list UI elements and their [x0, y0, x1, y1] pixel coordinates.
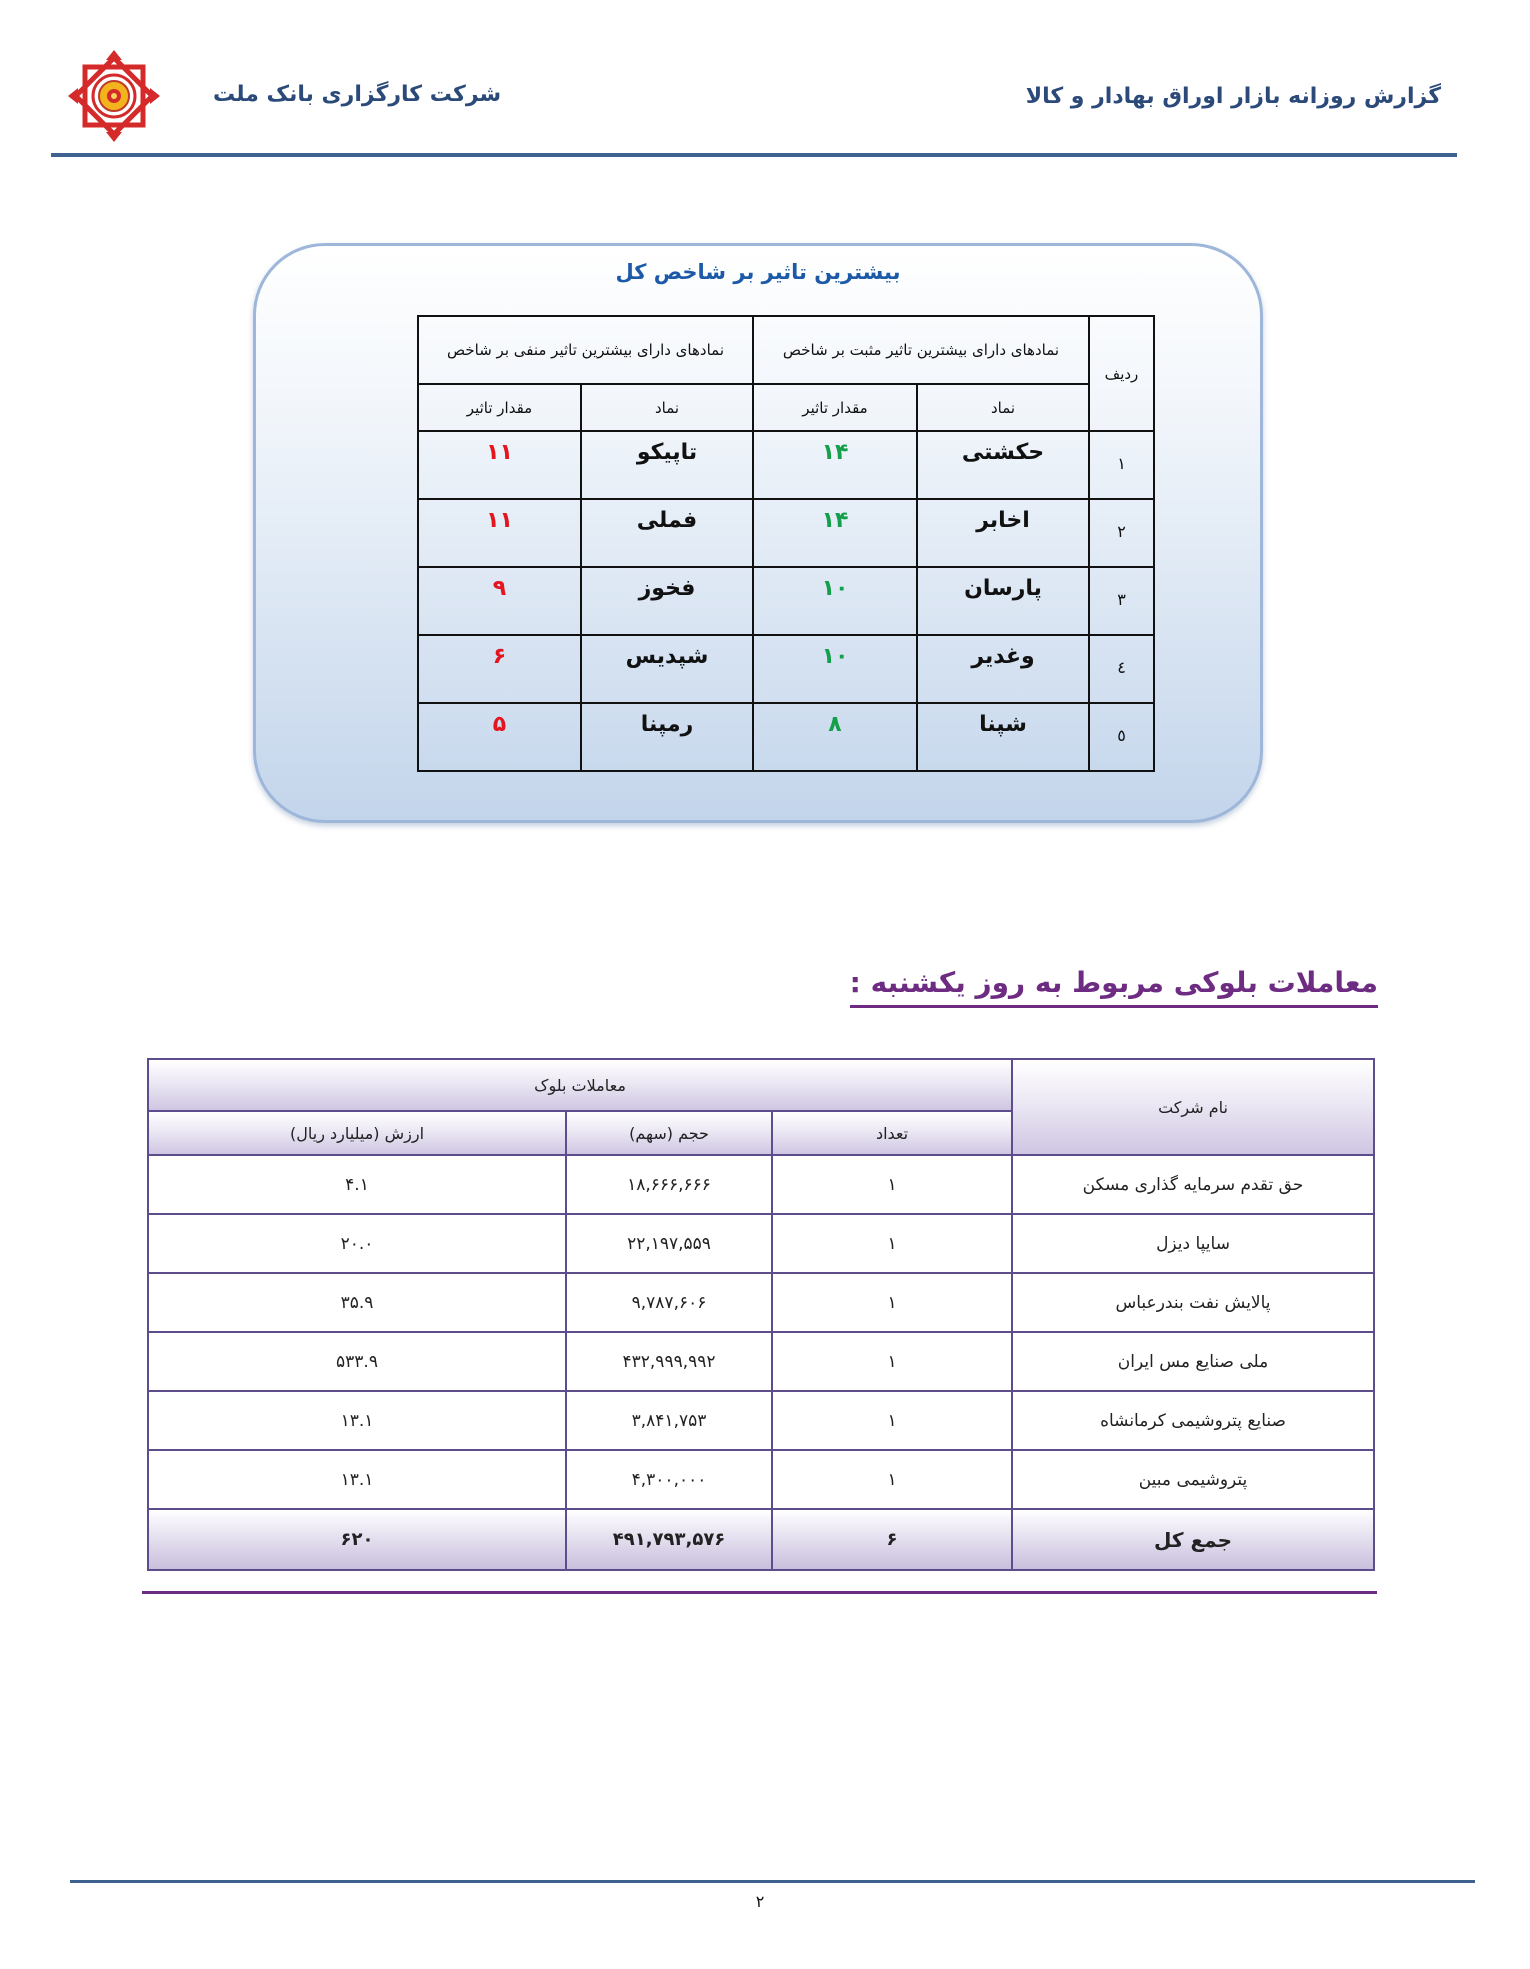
positive-impact-cell: ۱۴ [753, 499, 917, 567]
block-trade-row [148, 1391, 1374, 1450]
row-number-cell: ۲ [1089, 499, 1154, 567]
company-name-cell: سایپا دیزل [1012, 1214, 1374, 1273]
block-trades-table [147, 1058, 1375, 1571]
impact-header-row [418, 316, 1154, 384]
block-trade-row [148, 1273, 1374, 1332]
value-cell: ۴.۱ [148, 1155, 566, 1214]
positive-group-header: نمادهای دارای بیشترین تاثیر مثبت بر شاخص [753, 316, 1089, 384]
value-cell: ۵۳۳.۹ [148, 1332, 566, 1391]
block-trade-row [148, 1332, 1374, 1391]
block-table-divider [142, 1591, 1377, 1594]
block-trade-row [148, 1450, 1374, 1509]
value-cell: ۲۰.۰ [148, 1214, 566, 1273]
volume-cell: ۲۲,۱۹۷,۵۵۹ [566, 1214, 772, 1273]
row-number-cell: ٥ [1089, 703, 1154, 771]
company-name-cell: پتروشیمی مبین [1012, 1450, 1374, 1509]
negative-impact-header: مقدار تاثیر [418, 384, 581, 431]
row-number-cell: ۳ [1089, 567, 1154, 635]
company-name: شرکت کارگزاری بانک ملت [213, 82, 502, 107]
company-name-cell: صنایع پتروشیمی کرمانشاه [1012, 1391, 1374, 1450]
block-trades-group-header: معاملات بلوک [148, 1059, 1012, 1111]
positive-impact-cell: ۸ [753, 703, 917, 771]
company-name-header: نام شرکت [1012, 1059, 1374, 1155]
negative-impact-cell: ۱۱ [418, 499, 581, 567]
impact-table-row [418, 703, 1154, 771]
impact-table-row [418, 499, 1154, 567]
count-cell: ۱ [772, 1155, 1012, 1214]
negative-symbol-cell: رمپنا [581, 703, 753, 771]
total-volume: ۴۹۱,۷۹۳,۵۷۶ [566, 1509, 772, 1570]
bank-mellat-logo-icon [66, 48, 162, 144]
report-title: گزارش روزانه بازار اوراق بهادار و کالا [1025, 84, 1441, 109]
negative-impact-cell: ۶ [418, 635, 581, 703]
positive-symbol-cell: اخابر [917, 499, 1089, 567]
volume-cell: ۱۸,۶۶۶,۶۶۶ [566, 1155, 772, 1214]
block-trades-heading: معاملات بلوکی مربوط به روز یکشنبه : [850, 966, 1378, 1008]
row-number-cell: ٤ [1089, 635, 1154, 703]
volume-cell: ۳,۸۴۱,۷۵۳ [566, 1391, 772, 1450]
positive-impact-header: مقدار تاثیر [753, 384, 917, 431]
index-impact-title: بیشترین تاثیر بر شاخص کل [615, 260, 901, 284]
volume-cell: ۹,۷۸۷,۶۰۶ [566, 1273, 772, 1332]
negative-impact-cell: ۹ [418, 567, 581, 635]
company-name-cell: حق تقدم سرمایه گذاری مسکن [1012, 1155, 1374, 1214]
negative-symbol-cell: فخوز [581, 567, 753, 635]
count-cell: ۱ [772, 1450, 1012, 1509]
header-divider [51, 153, 1457, 157]
positive-symbol-cell: پارسان [917, 567, 1089, 635]
row-number-header: ردیف [1089, 316, 1154, 431]
impact-subheader-row [418, 384, 1154, 431]
block-total-row [148, 1509, 1374, 1570]
block-trade-row [148, 1155, 1374, 1214]
count-cell: ۱ [772, 1332, 1012, 1391]
positive-impact-cell: ۱۰ [753, 567, 917, 635]
positive-impact-cell: ۱۴ [753, 431, 917, 499]
positive-symbol-cell: حکشتی [917, 431, 1089, 499]
impact-table-row [418, 567, 1154, 635]
footer-divider [70, 1880, 1475, 1883]
negative-impact-cell: ۱۱ [418, 431, 581, 499]
row-number-cell: ۱ [1089, 431, 1154, 499]
total-count: ۶ [772, 1509, 1012, 1570]
volume-header: حجم (سهم) [566, 1111, 772, 1155]
positive-symbol-header: نماد [917, 384, 1089, 431]
company-name-cell: ملی صنایع مس ایران [1012, 1332, 1374, 1391]
negative-symbol-header: نماد [581, 384, 753, 431]
block-trades-body [148, 1155, 1374, 1509]
positive-symbol-cell: شپنا [917, 703, 1089, 771]
count-header: تعداد [772, 1111, 1012, 1155]
negative-symbol-cell: فملی [581, 499, 753, 567]
value-cell: ۱۳.۱ [148, 1450, 566, 1509]
total-label: جمع کل [1012, 1509, 1374, 1570]
page-number: ۲ [755, 1892, 765, 1911]
value-cell: ۳۵.۹ [148, 1273, 566, 1332]
negative-impact-cell: ۵ [418, 703, 581, 771]
negative-symbol-cell: تاپیکو [581, 431, 753, 499]
block-header-row [148, 1059, 1374, 1111]
negative-group-header: نمادهای دارای بیشترین تاثیر منفی بر شاخص [418, 316, 753, 384]
impact-table-row [418, 635, 1154, 703]
index-impact-table [417, 315, 1155, 772]
count-cell: ۱ [772, 1391, 1012, 1450]
volume-cell: ۴۳۲,۹۹۹,۹۹۲ [566, 1332, 772, 1391]
value-header: ارزش (میلیارد ریال) [148, 1111, 566, 1155]
impact-table-body [418, 431, 1154, 771]
positive-symbol-cell: وغدیر [917, 635, 1089, 703]
value-cell: ۱۳.۱ [148, 1391, 566, 1450]
count-cell: ۱ [772, 1214, 1012, 1273]
negative-symbol-cell: شپدیس [581, 635, 753, 703]
company-name-cell: پالایش نفت بندرعباس [1012, 1273, 1374, 1332]
block-trade-row [148, 1214, 1374, 1273]
impact-table-row [418, 431, 1154, 499]
positive-impact-cell: ۱۰ [753, 635, 917, 703]
total-value: ۶۲۰ [148, 1509, 566, 1570]
volume-cell: ۴,۳۰۰,۰۰۰ [566, 1450, 772, 1509]
count-cell: ۱ [772, 1273, 1012, 1332]
